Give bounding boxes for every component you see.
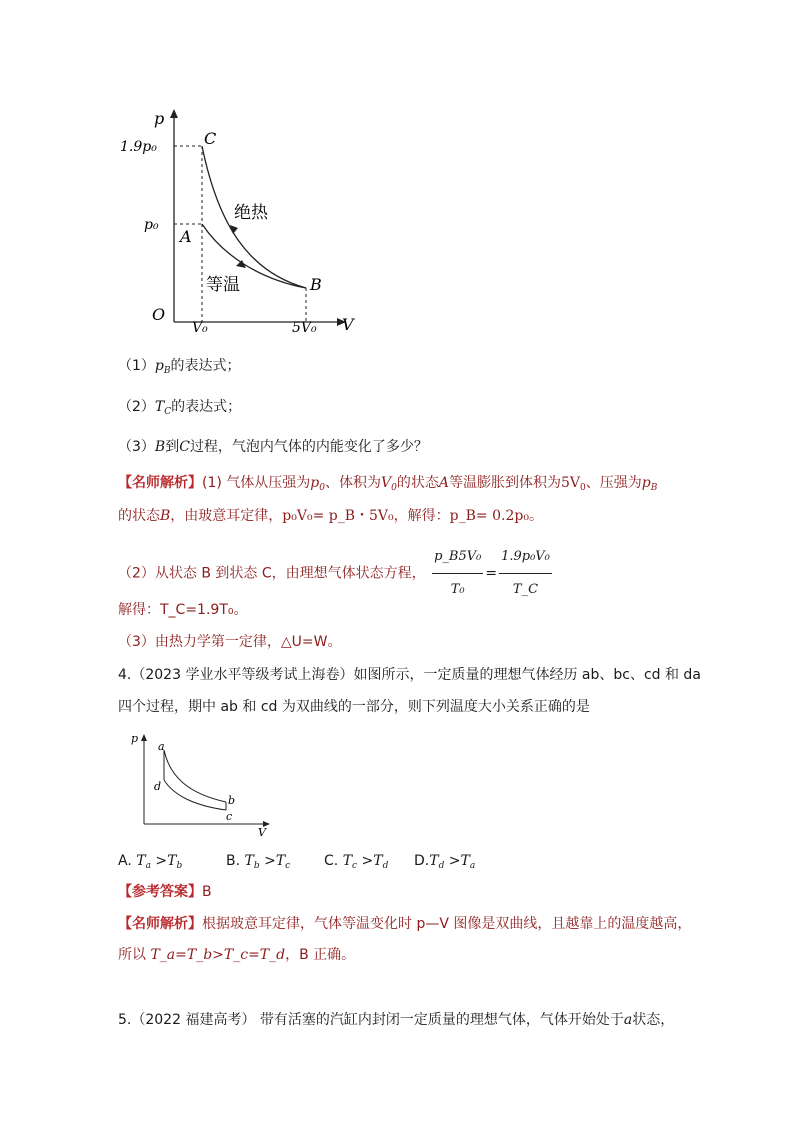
q4-stem-line-1: 4.（2023 学业水平等级考试上海卷）如图所示，一定质量的理想气体经历 ab、bc、cd 和 da [118,667,701,683]
option-a[interactable]: A. $T_a >T_b$ [118,853,183,871]
origin-label: O [152,305,166,324]
q4-options [118,851,518,871]
q4-analysis-line-1: 【名师解析】根据玻意耳定律，气体等温变化时 p—V 图像是双曲线，且越靠上的温度越高， [118,916,692,932]
point-b-label: B [310,275,322,294]
q4-p-axis-arrow [141,734,147,741]
q4-pv-figure [130,730,275,838]
state-equation-right-fraction: $\frac{\text{1.9p₀V₀}}{T\_C}$ [499,542,552,605]
question-3: （3）B到C过程，气泡内气体的内能变化了多少？ [118,439,428,455]
analysis-1-line-2: 的状态B，由玻意耳定律，p₀V₀= p_B・5V₀，解得：p_B= 0.2p₀。 [118,508,543,524]
q4-curve-dc [164,780,226,810]
q4-answer: 【参考答案】B [118,884,212,900]
analysis-1-line-3: （2）从状态 B 到状态 C，由理想气体状态方程， $\frac{\text{p\_B5V₀}}{\text{T₀}}$ = $\frac{\text{1.9p₀V₀}}{T\_C}$ [118,542,554,605]
v-axis-label: V [342,315,354,334]
analysis-1-line-4: 解得：T_C=1.9T₀。 [118,602,248,618]
q4-analysis-line-2: 所以 T_a=T_b>T_c=T_d，B 正确。 [118,947,356,963]
label-adiabatic: 绝热 [234,203,268,223]
analysis-1-line-5: （3）由热力学第一定律，△U=W。 [118,634,342,650]
q4-point-b: b [228,794,236,807]
q4-point-d: d [154,780,162,793]
option-d[interactable]: $D.T_d >T_a$ [414,853,476,871]
q4-temperature-relation: T_a=T_b>T_c=T_d [150,947,286,963]
q4-point-c: c [226,810,233,823]
boyle-equation: p₀V₀= p_B・5V₀ [282,508,394,524]
question-2: $(2)T_C$的表达式； [118,399,242,417]
y-tick-high: 1.9p₀ [120,139,157,155]
q4-p-label: p [131,732,139,745]
analysis-1-line-1: 【名师解析】(1) 气体从压强为$p_0$、体积为$V_0$的状态A等温膨胀到体积为$5V_0$、压强为$p_B$ [118,475,658,493]
label-isothermal: 等温 [206,275,240,295]
point-c-label: C [204,129,217,148]
option-c[interactable]: C. $T_c >T_d$ [324,853,389,871]
state-equation-left-fraction: $\frac{\text{p\_B5V₀}}{\text{T₀}}$ [432,542,483,605]
p-axis-arrow [170,109,178,118]
y-tick-low: p₀ [144,217,159,233]
q5-stem: 5.（2022 福建高考） 带有活塞的汽缸内封闭一定质量的理想气体，气体开始处于a状态， [118,1012,675,1028]
pv-diagram-figure [118,104,368,339]
q4-point-a: a [158,740,165,753]
x-tick-left: V₀ [192,320,208,336]
question-1: $(1)p_B$的表达式； [118,358,241,376]
option-b[interactable]: B. $T_b >T_c$ [226,853,291,871]
q4-v-label: V [258,826,266,838]
x-tick-right: 5V₀ [292,320,317,336]
p-axis-label: p [154,109,165,128]
q4-stem-line-2: 四个过程，期中 ab 和 cd 为双曲线的一部分，则下列温度大小关系正确的是 [118,699,590,715]
point-a-label: A [180,227,192,246]
q4-curve-ab [164,750,226,802]
q4-answer-value: B [202,884,212,900]
pb-result: p_B= 0.2p₀ [449,508,529,524]
